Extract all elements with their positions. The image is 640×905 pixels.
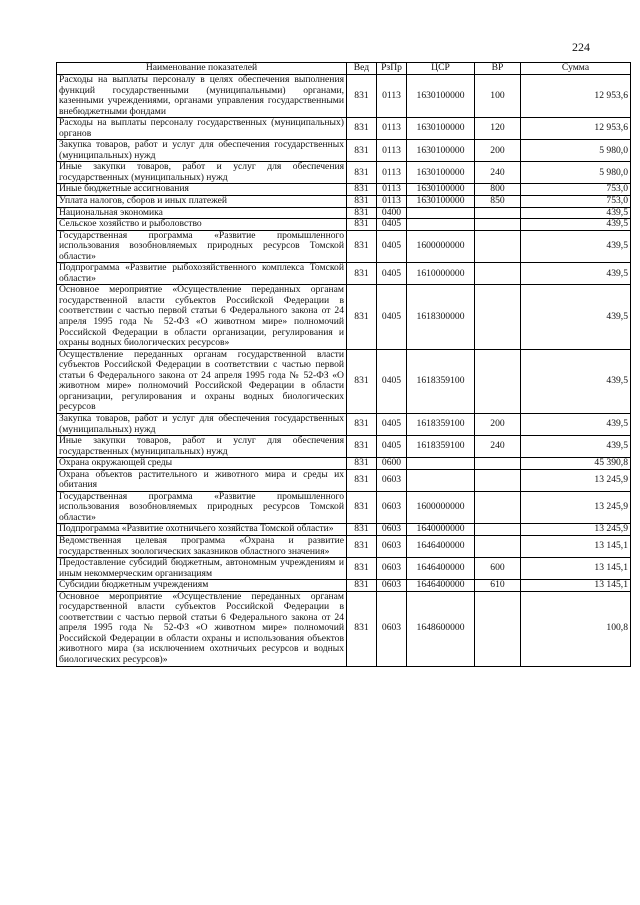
cell-rzpr: 0113 bbox=[377, 118, 407, 140]
cell-name: Государственная программа «Развитие промышленного использования возобновляемых природных ресурсов Томской области» bbox=[57, 230, 347, 263]
cell-rzpr: 0405 bbox=[377, 263, 407, 285]
cell-ved: 831 bbox=[347, 558, 377, 580]
cell-vr bbox=[475, 491, 521, 524]
table-body bbox=[57, 75, 631, 667]
cell-name: Сельское хозяйство и рыболовство bbox=[57, 219, 347, 231]
cell-rzpr: 0405 bbox=[377, 285, 407, 349]
cell-ved: 831 bbox=[347, 580, 377, 592]
cell-sum: 753,0 bbox=[521, 184, 631, 196]
table-row bbox=[57, 469, 631, 491]
cell-name: Основное мероприятие «Осуществление переданных органам государственной власти субъектов Российской Федерации в соответствии с частью первой статьи 6 Федерального закона от 24 апреля 1995 года № 52-ФЗ «О животном мире» полномочий Российской Федерации в области организации, регулирования и охраны водных биологических ресурсов» bbox=[57, 285, 347, 349]
header-sum: Сумма bbox=[521, 63, 631, 75]
cell-rzpr: 0405 bbox=[377, 230, 407, 263]
cell-vr: 240 bbox=[475, 162, 521, 184]
cell-sum: 13 245,9 bbox=[521, 469, 631, 491]
cell-vr: 610 bbox=[475, 580, 521, 592]
budget-table bbox=[56, 62, 631, 667]
cell-name: Ведомственная целевая программа «Охрана и развитие государственных зоологических заказников областного значения» bbox=[57, 535, 347, 557]
cell-vr: 850 bbox=[475, 196, 521, 208]
cell-ved: 831 bbox=[347, 535, 377, 557]
cell-sum: 5 980,0 bbox=[521, 140, 631, 162]
page-number: 224 bbox=[572, 40, 590, 54]
cell-vr bbox=[475, 469, 521, 491]
cell-rzpr: 0113 bbox=[377, 162, 407, 184]
cell-vr bbox=[475, 524, 521, 536]
cell-csr: 1646400000 bbox=[407, 558, 475, 580]
cell-csr bbox=[407, 219, 475, 231]
cell-name: Иные закупки товаров, работ и услуг для обеспечения государственных (муниципальных) нужд bbox=[57, 162, 347, 184]
cell-vr bbox=[475, 219, 521, 231]
cell-vr bbox=[475, 458, 521, 470]
header-vr: ВР bbox=[475, 63, 521, 75]
cell-ved: 831 bbox=[347, 118, 377, 140]
table-row bbox=[57, 491, 631, 524]
cell-name: Подпрограмма «Развитие охотничьего хозяйства Томской области» bbox=[57, 524, 347, 536]
cell-rzpr: 0400 bbox=[377, 207, 407, 219]
cell-ved: 831 bbox=[347, 263, 377, 285]
cell-csr: 1618359100 bbox=[407, 436, 475, 458]
cell-vr bbox=[475, 230, 521, 263]
cell-sum: 13 145,1 bbox=[521, 580, 631, 592]
cell-csr: 1600000000 bbox=[407, 491, 475, 524]
table-row bbox=[57, 349, 631, 413]
cell-sum: 439,5 bbox=[521, 207, 631, 219]
cell-rzpr: 0600 bbox=[377, 458, 407, 470]
cell-name: Предоставление субсидий бюджетным, автономным учреждениям и иным некоммерческим организациям bbox=[57, 558, 347, 580]
cell-ved: 831 bbox=[347, 285, 377, 349]
cell-rzpr: 0405 bbox=[377, 436, 407, 458]
cell-rzpr: 0603 bbox=[377, 491, 407, 524]
cell-sum: 13 145,1 bbox=[521, 558, 631, 580]
cell-ved: 831 bbox=[347, 207, 377, 219]
cell-csr: 1600000000 bbox=[407, 230, 475, 263]
cell-ved: 831 bbox=[347, 184, 377, 196]
cell-vr: 100 bbox=[475, 75, 521, 118]
cell-name: Иные бюджетные ассигнования bbox=[57, 184, 347, 196]
cell-ved: 831 bbox=[347, 162, 377, 184]
cell-sum: 13 245,9 bbox=[521, 524, 631, 536]
cell-ved: 831 bbox=[347, 469, 377, 491]
table-row bbox=[57, 285, 631, 349]
table-row bbox=[57, 591, 631, 666]
cell-rzpr: 0405 bbox=[377, 219, 407, 231]
cell-rzpr: 0113 bbox=[377, 140, 407, 162]
cell-csr: 1630100000 bbox=[407, 184, 475, 196]
cell-vr bbox=[475, 207, 521, 219]
cell-name: Закупка товаров, работ и услуг для обеспечения государственных (муниципальных) нужд bbox=[57, 140, 347, 162]
cell-csr bbox=[407, 458, 475, 470]
cell-rzpr: 0113 bbox=[377, 75, 407, 118]
cell-vr: 120 bbox=[475, 118, 521, 140]
table-row bbox=[57, 184, 631, 196]
cell-csr: 1648600000 bbox=[407, 591, 475, 666]
cell-csr: 1618359100 bbox=[407, 349, 475, 413]
cell-sum: 439,5 bbox=[521, 349, 631, 413]
cell-sum: 439,5 bbox=[521, 285, 631, 349]
cell-rzpr: 0603 bbox=[377, 591, 407, 666]
table-row bbox=[57, 219, 631, 231]
cell-vr bbox=[475, 535, 521, 557]
cell-name: Расходы на выплаты персоналу государственных (муниципальных) органов bbox=[57, 118, 347, 140]
table-row bbox=[57, 230, 631, 263]
cell-csr: 1630100000 bbox=[407, 75, 475, 118]
table-row bbox=[57, 140, 631, 162]
cell-rzpr: 0405 bbox=[377, 349, 407, 413]
cell-sum: 5 980,0 bbox=[521, 162, 631, 184]
cell-vr bbox=[475, 285, 521, 349]
table-row bbox=[57, 558, 631, 580]
cell-sum: 100,8 bbox=[521, 591, 631, 666]
table-row bbox=[57, 524, 631, 536]
cell-rzpr: 0113 bbox=[377, 184, 407, 196]
cell-ved: 831 bbox=[347, 349, 377, 413]
cell-vr: 200 bbox=[475, 140, 521, 162]
cell-sum: 12 953,6 bbox=[521, 75, 631, 118]
cell-ved: 831 bbox=[347, 458, 377, 470]
cell-vr bbox=[475, 349, 521, 413]
cell-ved: 831 bbox=[347, 491, 377, 524]
cell-ved: 831 bbox=[347, 75, 377, 118]
cell-rzpr: 0405 bbox=[377, 413, 407, 435]
header-name: Наименование показателей bbox=[57, 63, 347, 75]
cell-name: Субсидии бюджетным учреждениям bbox=[57, 580, 347, 592]
cell-rzpr: 0603 bbox=[377, 535, 407, 557]
cell-ved: 831 bbox=[347, 591, 377, 666]
cell-sum: 439,5 bbox=[521, 263, 631, 285]
cell-ved: 831 bbox=[347, 524, 377, 536]
cell-sum: 45 390,8 bbox=[521, 458, 631, 470]
cell-csr bbox=[407, 207, 475, 219]
cell-ved: 831 bbox=[347, 413, 377, 435]
table-row bbox=[57, 162, 631, 184]
cell-vr bbox=[475, 263, 521, 285]
cell-ved: 831 bbox=[347, 140, 377, 162]
cell-vr: 600 bbox=[475, 558, 521, 580]
cell-vr: 800 bbox=[475, 184, 521, 196]
cell-name: Расходы на выплаты персоналу в целях обеспечения выполнения функций государственными (муниципальными) органами, казенными учреждениями, органами управления государственными внебюджетными фондами bbox=[57, 75, 347, 118]
cell-csr: 1618300000 bbox=[407, 285, 475, 349]
table-row bbox=[57, 458, 631, 470]
cell-sum: 439,5 bbox=[521, 230, 631, 263]
cell-rzpr: 0113 bbox=[377, 196, 407, 208]
cell-name: Иные закупки товаров, работ и услуг для обеспечения государственных (муниципальных) нужд bbox=[57, 436, 347, 458]
cell-csr: 1630100000 bbox=[407, 140, 475, 162]
cell-csr: 1630100000 bbox=[407, 162, 475, 184]
header-rzpr: РзПр bbox=[377, 63, 407, 75]
table-row bbox=[57, 580, 631, 592]
cell-rzpr: 0603 bbox=[377, 469, 407, 491]
cell-sum: 13 245,9 bbox=[521, 491, 631, 524]
cell-sum: 439,5 bbox=[521, 436, 631, 458]
cell-ved: 831 bbox=[347, 196, 377, 208]
cell-csr bbox=[407, 469, 475, 491]
cell-rzpr: 0603 bbox=[377, 558, 407, 580]
cell-name: Национальная экономика bbox=[57, 207, 347, 219]
cell-name: Закупка товаров, работ и услуг для обеспечения государственных (муниципальных) нужд bbox=[57, 413, 347, 435]
cell-name: Осуществление переданных органам государственной власти субъектов Российской Федерации в соответствии с частью первой статьи 6 Федерального закона от 24 апреля 1995 года № 52-ФЗ «О животном мире» полномочий Российской Федерации в области организации, регулирования и охраны водных биологических ресурсов bbox=[57, 349, 347, 413]
table-row bbox=[57, 207, 631, 219]
cell-sum: 439,5 bbox=[521, 413, 631, 435]
cell-csr: 1646400000 bbox=[407, 535, 475, 557]
cell-vr: 240 bbox=[475, 436, 521, 458]
header-ved: Вед bbox=[347, 63, 377, 75]
cell-vr bbox=[475, 591, 521, 666]
cell-sum: 753,0 bbox=[521, 196, 631, 208]
cell-name: Охрана окружающей среды bbox=[57, 458, 347, 470]
cell-rzpr: 0603 bbox=[377, 524, 407, 536]
table-row bbox=[57, 118, 631, 140]
cell-sum: 439,5 bbox=[521, 219, 631, 231]
cell-csr: 1610000000 bbox=[407, 263, 475, 285]
cell-csr: 1646400000 bbox=[407, 580, 475, 592]
cell-ved: 831 bbox=[347, 219, 377, 231]
cell-csr: 1630100000 bbox=[407, 118, 475, 140]
cell-ved: 831 bbox=[347, 436, 377, 458]
cell-csr: 1640000000 bbox=[407, 524, 475, 536]
cell-sum: 13 145,1 bbox=[521, 535, 631, 557]
table-row bbox=[57, 263, 631, 285]
table-row bbox=[57, 436, 631, 458]
table-row bbox=[57, 413, 631, 435]
cell-name: Охрана объектов растительного и животного мира и среды их обитания bbox=[57, 469, 347, 491]
header-csr: ЦСР bbox=[407, 63, 475, 75]
table-row bbox=[57, 535, 631, 557]
table-row bbox=[57, 196, 631, 208]
cell-rzpr: 0603 bbox=[377, 580, 407, 592]
cell-csr: 1618359100 bbox=[407, 413, 475, 435]
cell-name: Уплата налогов, сборов и иных платежей bbox=[57, 196, 347, 208]
cell-name: Государственная программа «Развитие промышленного использования возобновляемых природных ресурсов Томской области» bbox=[57, 491, 347, 524]
cell-name: Подпрограмма «Развитие рыбохозяйственного комплекса Томской области» bbox=[57, 263, 347, 285]
cell-name: Основное мероприятие «Осуществление переданных органам государственной власти субъектов Российской Федерации в соответствии с частью первой статьи 6 Федерального закона от 24 апреля 1995 года № 52-ФЗ «О животном мире» полномочий Российской Федерации в области охраны и использования объектов животного мира (за исключением охотничьих ресурсов и водных биологических ресурсов)» bbox=[57, 591, 347, 666]
cell-sum: 12 953,6 bbox=[521, 118, 631, 140]
table-header-row bbox=[57, 63, 631, 75]
cell-vr: 200 bbox=[475, 413, 521, 435]
table-row bbox=[57, 75, 631, 118]
cell-ved: 831 bbox=[347, 230, 377, 263]
cell-csr: 1630100000 bbox=[407, 196, 475, 208]
